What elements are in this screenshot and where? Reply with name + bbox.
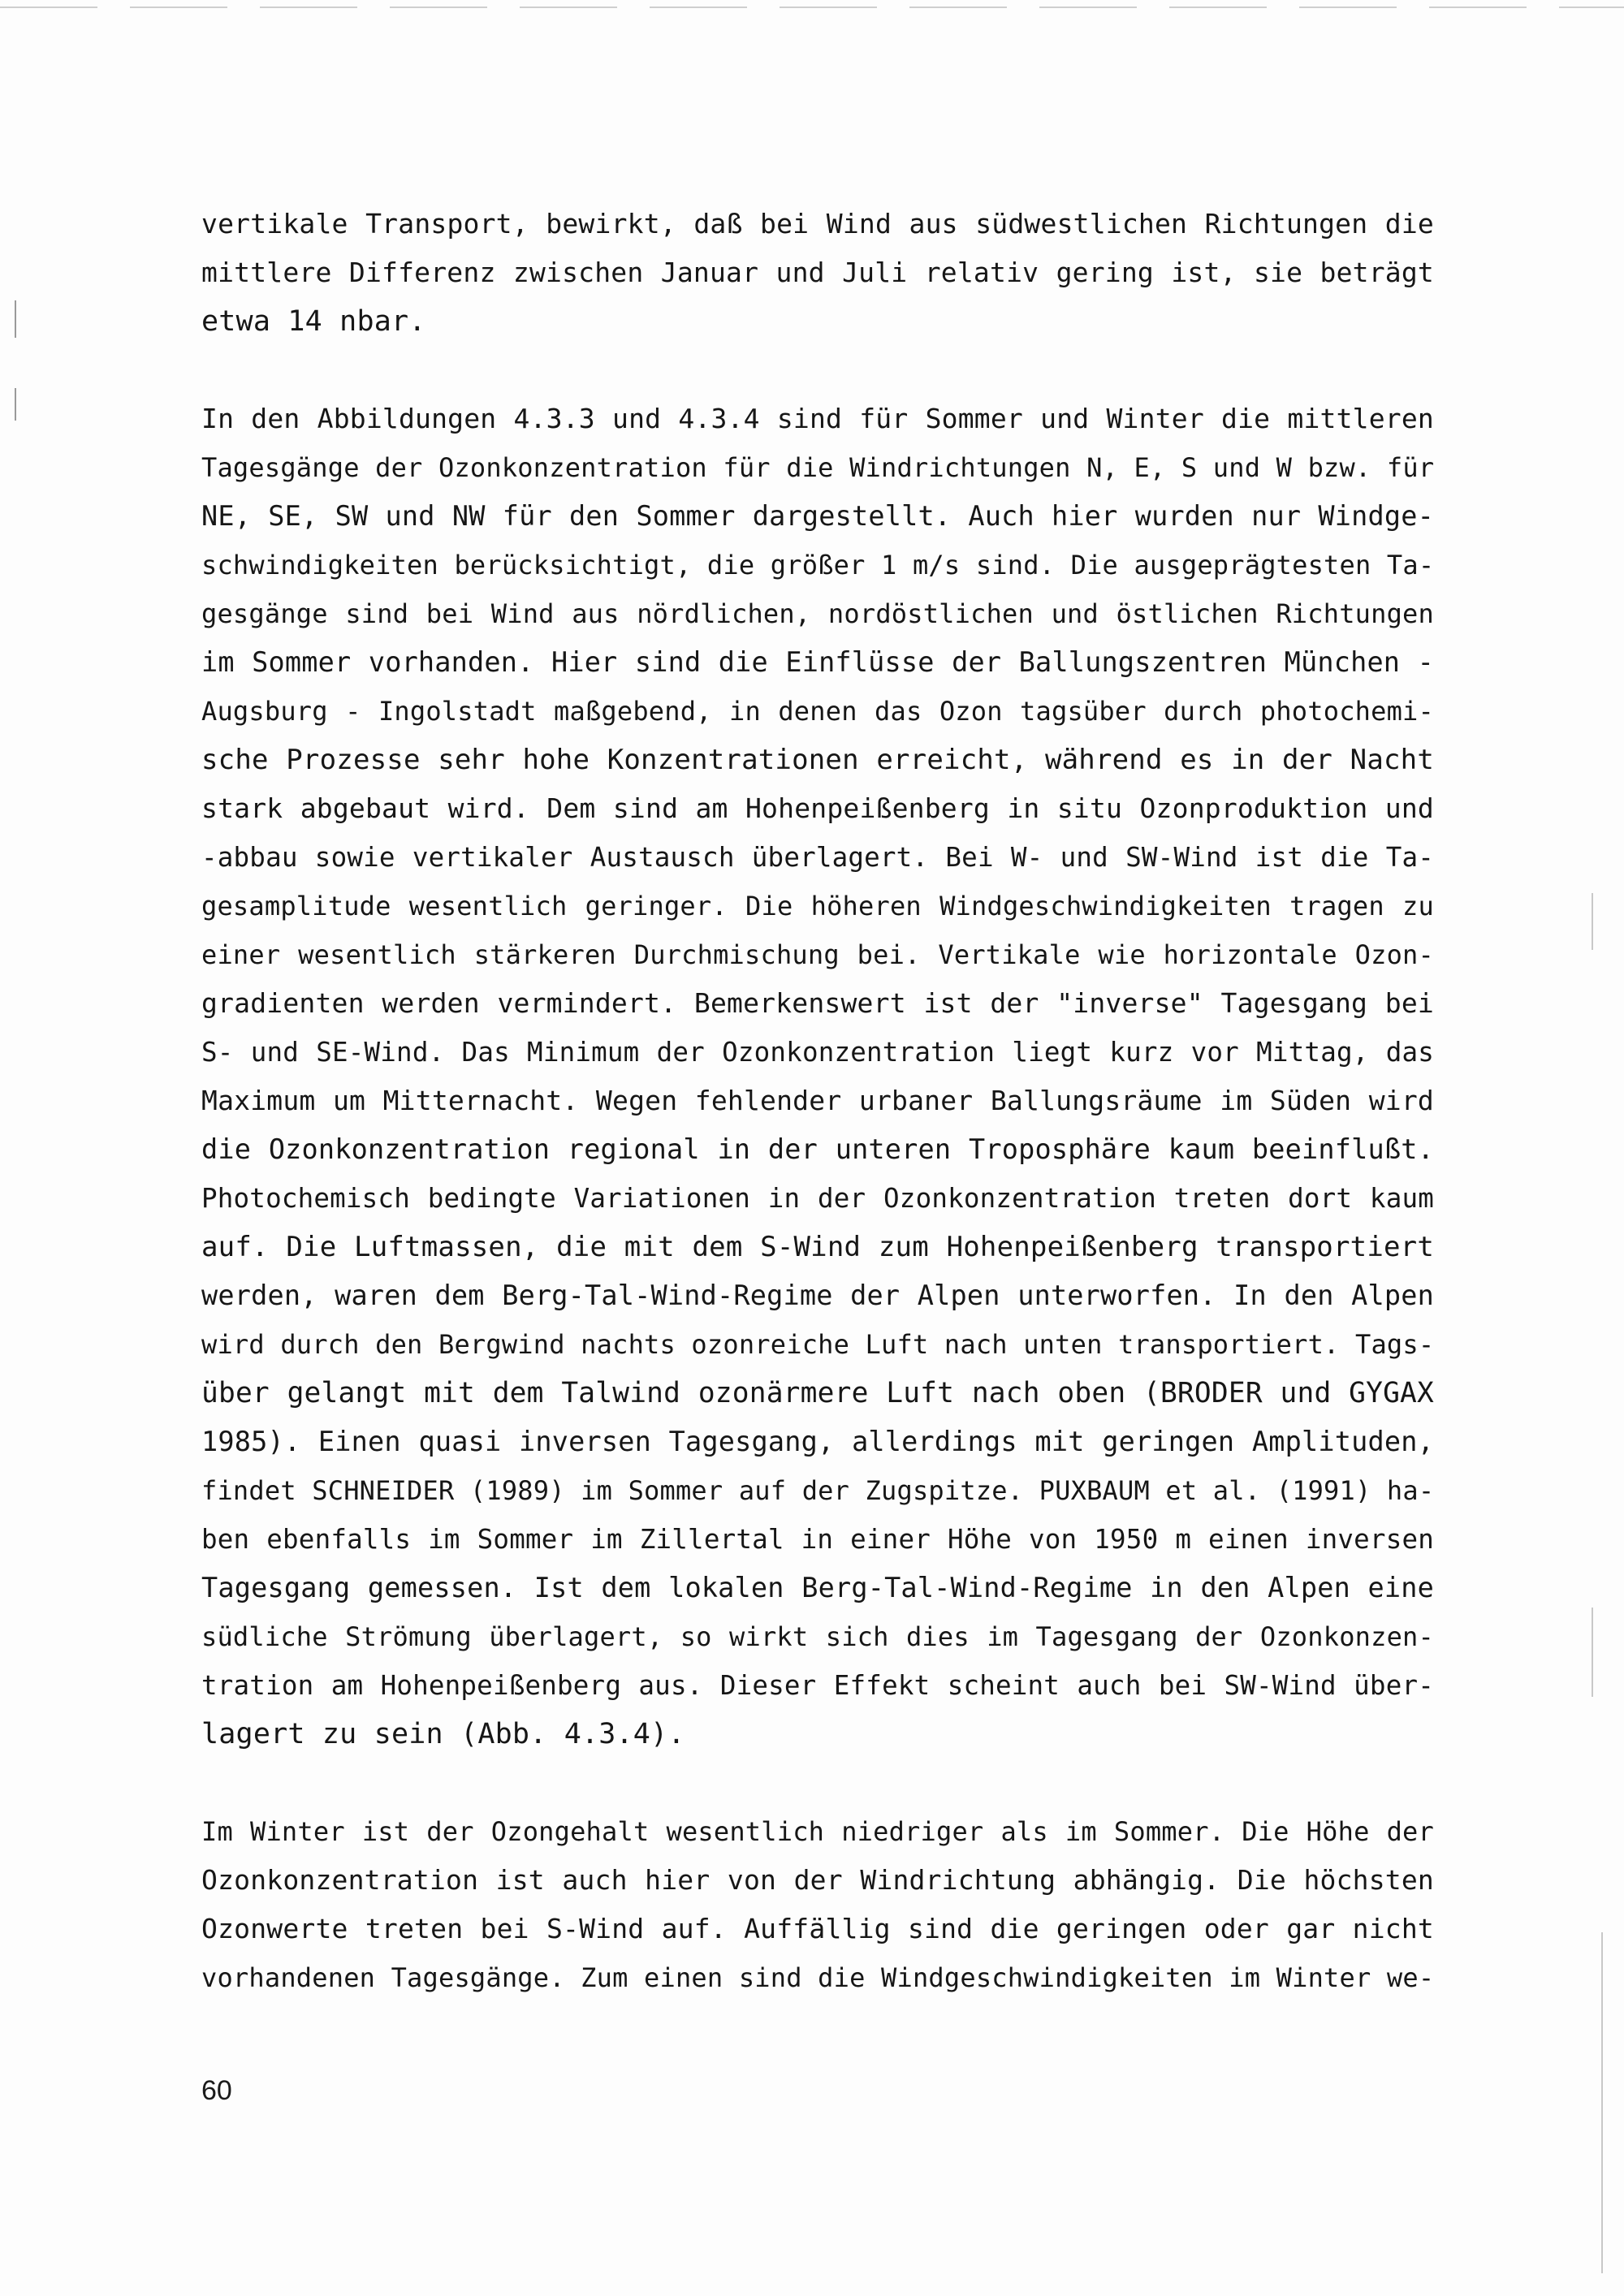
text-line: mittlere Differenz zwischen Januar und Juli relativ gering ist, sie beträgt xyxy=(201,257,1434,288)
text-line: gesgänge sind bei Wind aus nördlichen, nordöstlichen und östlichen Richtungen xyxy=(201,598,1434,629)
text-line: 1985). Einen quasi inversen Tagesgang, allerdings mit geringen Amplituden, xyxy=(201,1426,1434,1457)
scan-margin-mark xyxy=(1592,893,1593,950)
text-line: südliche Strömung überlagert, so wirkt sich dies im Tagesgang der Ozonkonzen- xyxy=(201,1621,1434,1652)
text-line: Augsburg - Ingolstadt maßgebend, in denen das Ozon tagsüber durch photochemi- xyxy=(201,696,1434,727)
text-line: stark abgebaut wird. Dem sind am Hohenpeißenberg in situ Ozonproduktion und xyxy=(201,792,1434,824)
paragraph-3 xyxy=(201,1807,1434,2002)
text-line: tration am Hohenpeißenberg aus. Dieser Effekt scheint auch bei SW-Wind über- xyxy=(201,1670,1434,1701)
scan-margin-mark xyxy=(1601,1932,1603,2273)
text-line: werden, waren dem Berg-Tal-Wind-Regime der Alpen unterworfen. In den Alpen xyxy=(201,1280,1434,1311)
text-line: lagert zu sein (Abb. 4.3.4). xyxy=(201,1718,685,1750)
page-number: 60 xyxy=(201,2075,232,2106)
text-line: vorhandenen Tagesgänge. Zum einen sind die Windgeschwindigkeiten im Winter we- xyxy=(201,1962,1435,1993)
scan-margin-mark xyxy=(15,300,16,338)
text-line: die Ozonkonzentration regional in der unteren Troposphäre kaum beeinflußt. xyxy=(201,1133,1434,1165)
text-line: etwa 14 nbar. xyxy=(201,305,426,338)
text-line: In den Abbildungen 4.3.3 und 4.3.4 sind für Sommer und Winter die mittleren xyxy=(201,403,1434,434)
text-line: findet SCHNEIDER (1989) im Sommer auf der Zugspitze. PUXBAUM et al. (1991) ha- xyxy=(201,1475,1435,1506)
text-line: Photochemisch bedingte Variationen in der Ozonkonzentration treten dort kaum xyxy=(201,1183,1434,1214)
text-line: schwindigkeiten berücksichtigt, die größer 1 m/s sind. Die ausgeprägtesten Ta- xyxy=(201,550,1435,580)
scan-margin-mark xyxy=(1592,1608,1593,1697)
text-line: Ozonwerte treten bei S-Wind auf. Auffällig sind die geringen oder gar nicht xyxy=(201,1913,1434,1944)
text-line: NE, SE, SW und NW für den Sommer dargestellt. Auch hier wurden nur Windge- xyxy=(201,500,1434,532)
scan-top-edge xyxy=(0,6,1624,8)
text-line: -abbau sowie vertikaler Austausch überlagert. Bei W- und SW-Wind ist die Ta- xyxy=(201,842,1434,873)
text-line: einer wesentlich stärkeren Durchmischung bei. Vertikale wie horizontale Ozon- xyxy=(201,939,1434,970)
paragraph-2 xyxy=(201,395,1434,1759)
text-line: auf. Die Luftmassen, die mit dem S-Wind zum Hohenpeißenberg transportiert xyxy=(201,1231,1434,1263)
text-line: Maximum um Mitternacht. Wegen fehlender urbaner Ballungsräume im Süden wird xyxy=(201,1085,1434,1116)
text-line: S- und SE-Wind. Das Minimum der Ozonkonzentration liegt kurz vor Mittag, das xyxy=(201,1037,1434,1068)
scan-margin-mark xyxy=(15,388,16,421)
text-line: Tagesgang gemessen. Ist dem lokalen Berg-Tal-Wind-Regime in den Alpen eine xyxy=(201,1572,1434,1603)
text-line: vertikale Transport, bewirkt, daß bei Wind aus südwestlichen Richtungen die xyxy=(201,208,1434,240)
text-line: sche Prozesse sehr hohe Konzentrationen erreicht, während es in der Nacht xyxy=(201,744,1434,776)
text-line: über gelangt mit dem Talwind ozonärmere Luft nach oben (BRODER und GYGAX xyxy=(201,1377,1434,1409)
text-line: Ozonkonzentration ist auch hier von der Windrichtung abhängig. Die höchsten xyxy=(201,1864,1434,1896)
text-line: gradienten werden vermindert. Bemerkenswert ist der "inverse" Tagesgang bei xyxy=(201,987,1434,1019)
text-line: im Sommer vorhanden. Hier sind die Einflüsse der Ballungszentren München - xyxy=(201,646,1434,678)
paragraph-1 xyxy=(201,200,1434,346)
text-line: gesamplitude wesentlich geringer. Die höheren Windgeschwindigkeiten tragen zu xyxy=(201,891,1434,921)
text-line: wird durch den Bergwind nachts ozonreiche Luft nach unten transportiert. Tags- xyxy=(201,1329,1435,1360)
text-line: Tagesgänge der Ozonkonzentration für die Windrichtungen N, E, S und W bzw. für xyxy=(201,452,1435,483)
text-line: ben ebenfalls im Sommer im Zillertal in einer Höhe von 1950 m einen inversen xyxy=(201,1524,1434,1555)
body-text xyxy=(201,200,1434,2002)
text-line: Im Winter ist der Ozongehalt wesentlich niedriger als im Sommer. Die Höhe der xyxy=(201,1816,1434,1847)
